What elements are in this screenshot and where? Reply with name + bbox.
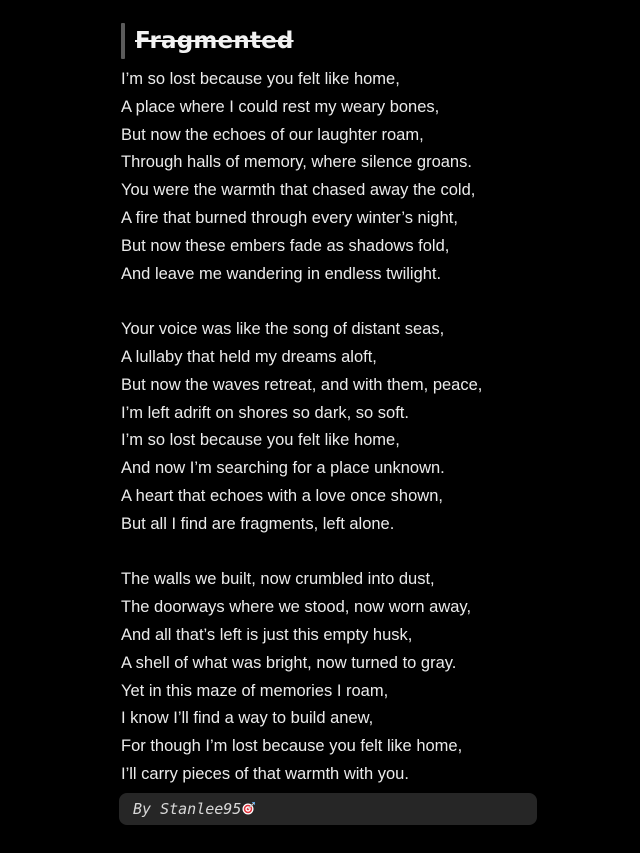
poem-line[interactable]: But now these embers fade as shadows fold, xyxy=(121,236,450,255)
note-body xyxy=(121,22,551,789)
poem-line[interactable]: A shell of what was bright, now turned to gray. xyxy=(121,653,457,672)
stanza-gap xyxy=(121,288,551,316)
byline-text: By Stanlee95 xyxy=(133,800,255,818)
poem-line[interactable]: But all I find are fragments, left alone. xyxy=(121,514,395,533)
poem-line[interactable]: I’m so lost because you felt like home, xyxy=(121,431,400,450)
poem-line[interactable]: I’ll carry pieces of that warmth with you. xyxy=(121,764,409,783)
poem-line[interactable]: And now I’m searching for a place unknown. xyxy=(121,459,445,478)
quote-bar xyxy=(121,23,125,59)
poem-line[interactable]: A lullaby that held my dreams aloft, xyxy=(121,347,377,366)
poem-line[interactable]: You were the warmth that chased away the cold, xyxy=(121,181,476,200)
poem-line[interactable]: I know I’ll find a way to build anew, xyxy=(121,709,374,728)
poem-line[interactable]: A heart that echoes with a love once shown, xyxy=(121,486,443,505)
note-title[interactable]: Fragmented xyxy=(135,28,294,54)
title-row xyxy=(121,22,551,60)
stanza-gap xyxy=(121,539,551,567)
poem-stanzas xyxy=(121,66,551,789)
poem-line[interactable]: I’m so lost because you felt like home, xyxy=(121,70,400,88)
poem-line[interactable]: The walls we built, now crumbled into dust, xyxy=(121,570,435,589)
poem-line[interactable]: Through halls of memory, where silence groans. xyxy=(121,153,472,172)
poem-line[interactable]: Yet in this maze of memories I roam, xyxy=(121,681,389,700)
poem-line[interactable]: But now the waves retreat, and with them, peace, xyxy=(121,375,483,394)
dart-target-icon xyxy=(242,801,255,814)
poem-line[interactable]: I’m left adrift on shores so dark, so soft. xyxy=(121,403,409,422)
byline-block[interactable] xyxy=(119,793,537,825)
poem-line[interactable]: The doorways where we stood, now worn away, xyxy=(121,598,472,617)
poem-line[interactable]: A fire that burned through every winter’s night, xyxy=(121,208,458,227)
poem-line[interactable]: And leave me wandering in endless twilight. xyxy=(121,264,442,283)
poem-line[interactable]: Your voice was like the song of distant seas, xyxy=(121,320,445,339)
poem-line[interactable]: A place where I could rest my weary bones, xyxy=(121,97,440,116)
poem-line[interactable]: But now the echoes of our laughter roam, xyxy=(121,125,424,144)
poem-line[interactable]: And all that’s left is just this empty husk, xyxy=(121,625,413,644)
poem-line[interactable]: For though I’m lost because you felt like home, xyxy=(121,737,463,756)
